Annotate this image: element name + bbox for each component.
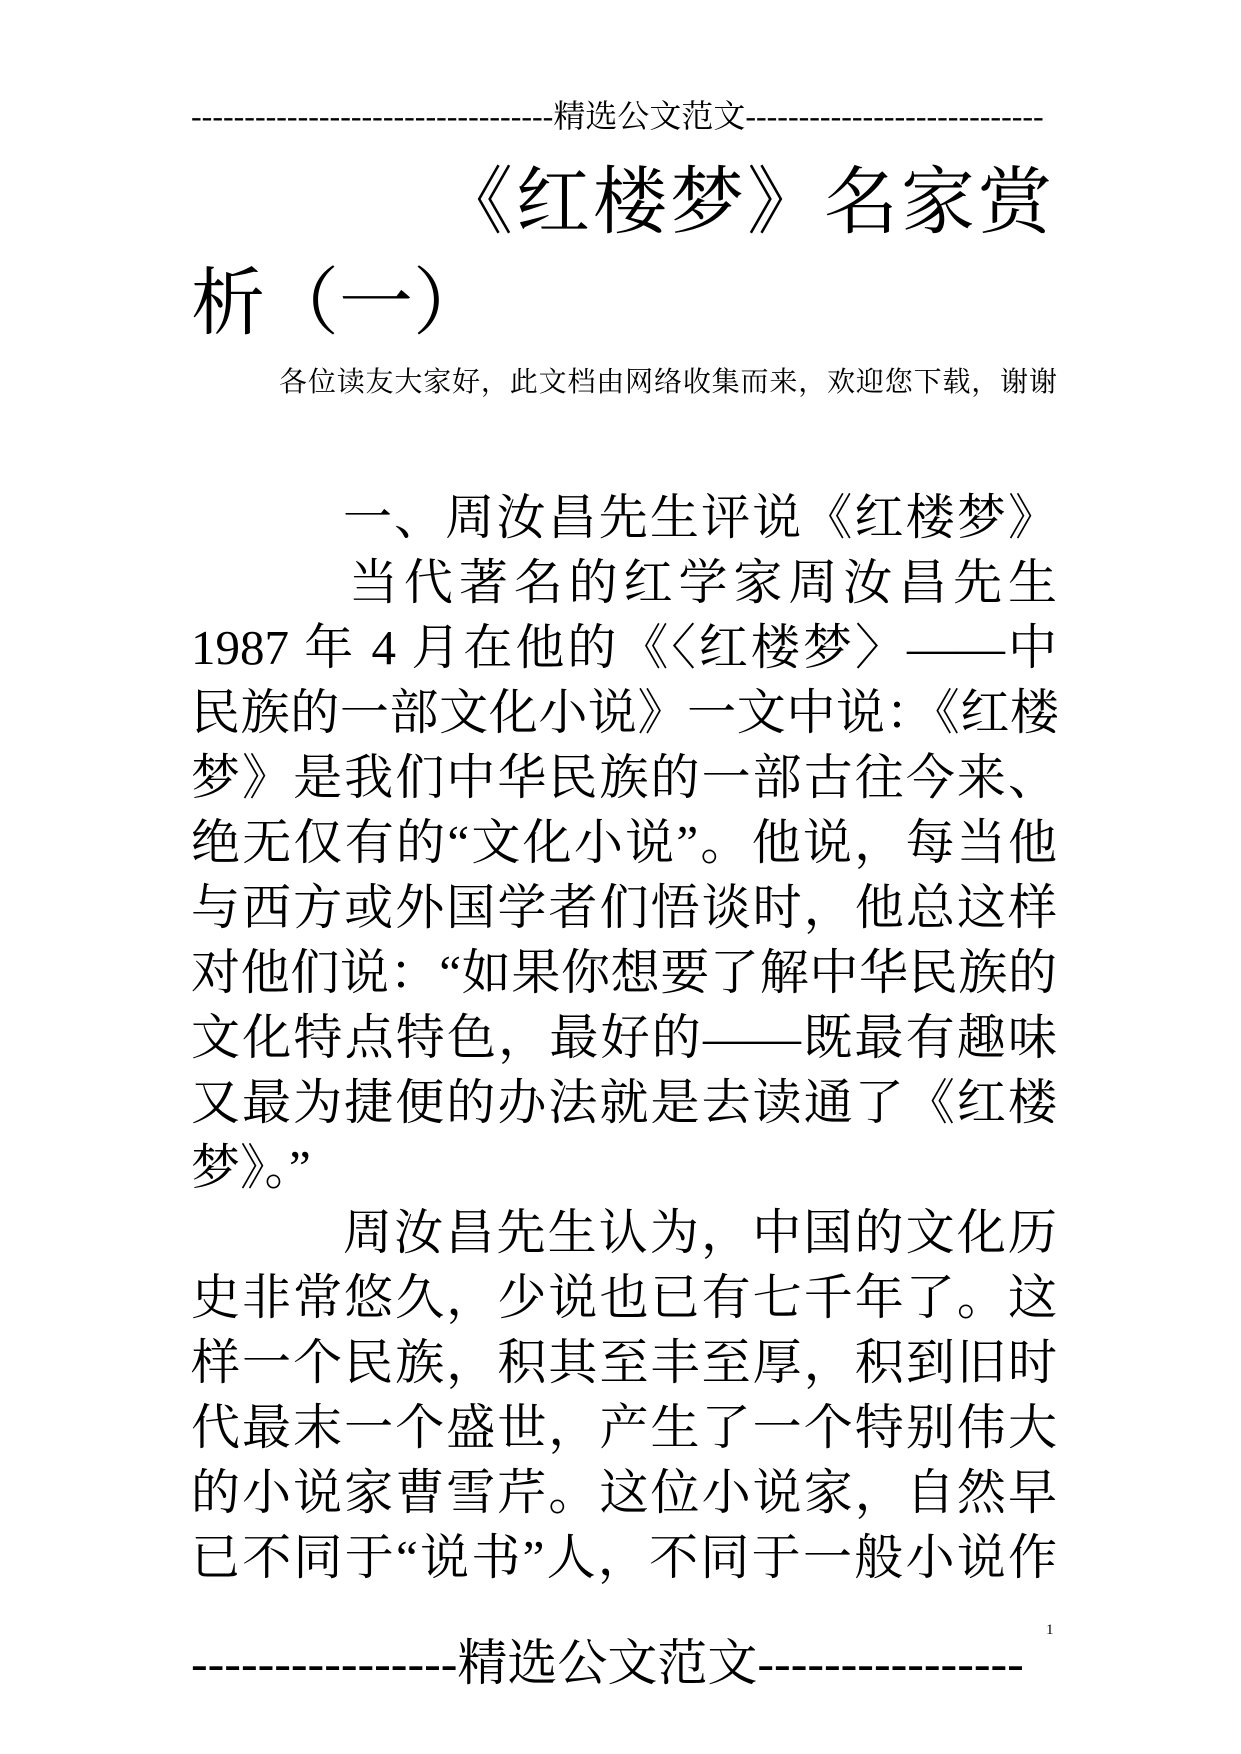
body-text bbox=[191, 550, 1057, 1590]
body-line: 梦》是我们中华民族的一部古往今来、 bbox=[191, 750, 1057, 805]
section-heading: 一、周汝昌先生评说《红楼梦》 bbox=[343, 490, 1057, 545]
body-line: 的小说家曹雪芹。这位小说家，自然早 bbox=[191, 1465, 1057, 1520]
body-line: 民族的一部文化小说》一文中说：《红楼 bbox=[191, 685, 1057, 740]
document-subtitle: 各位读友大家好，此文档由网络收集而来，欢迎您下载，谢谢 bbox=[279, 367, 1057, 398]
document-title-line-1: 《红楼梦》名家赏 bbox=[439, 162, 1052, 244]
body-line: 史非常悠久，少说也已有七千年了。这 bbox=[191, 1270, 1057, 1325]
body-line: 1987 年 4 月在他的《〈红楼梦〉——中 bbox=[191, 620, 1057, 675]
body-line: 已不同于“说书”人，不同于一般小说作 bbox=[191, 1530, 1057, 1585]
page-header: ----------------------------------精选公文范文---------------------------- bbox=[191, 98, 1044, 134]
page-footer: ----------------精选公文范文---------------- bbox=[191, 1635, 1024, 1691]
body-line: 梦》。” bbox=[191, 1140, 311, 1195]
body-line: 样一个民族，积其至丰至厚，积到旧时 bbox=[191, 1335, 1057, 1390]
body-line: 又最为捷便的办法就是去读通了《红楼 bbox=[191, 1075, 1057, 1130]
body-line: 文化特点特色，最好的——既最有趣味 bbox=[191, 1010, 1057, 1065]
body-line: 当代著名的红学家周汝昌先生 bbox=[349, 555, 1057, 610]
body-line: 代最末一个盛世，产生了一个特别伟大 bbox=[191, 1400, 1057, 1455]
page-number: 1 bbox=[1046, 1622, 1054, 1638]
body-line: 对他们说：“如果你想要了解中华民族的 bbox=[191, 945, 1057, 1000]
paragraph-1 bbox=[191, 550, 1057, 1200]
paragraph-2 bbox=[191, 1200, 1057, 1590]
body-line: 与西方或外国学者们悟谈时，他总这样 bbox=[191, 880, 1057, 935]
body-line: 周汝昌先生认为，中国的文化历 bbox=[343, 1205, 1057, 1260]
document-title-line-2: 析（一） bbox=[191, 263, 487, 345]
body-line: 绝无仅有的“文化小说”。他说，每当他 bbox=[191, 815, 1057, 870]
